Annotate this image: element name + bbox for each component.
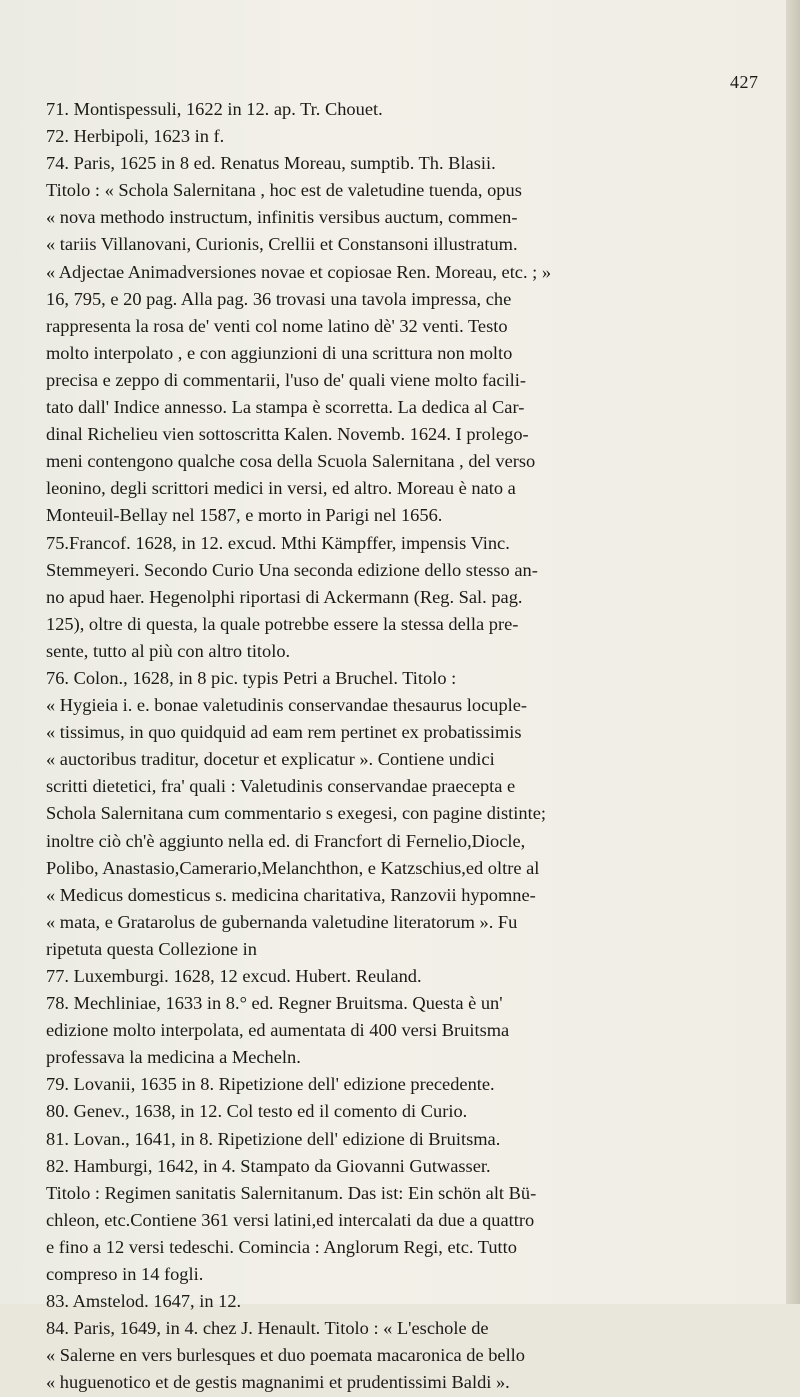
text-line: 80. Genev., 1638, in 12. Col testo ed il comento di Curio. bbox=[46, 1101, 468, 1122]
text-line: 125), oltre di questa, la quale potrebbe essere la stessa della pre- bbox=[46, 613, 519, 634]
text-line: « mata, e Gratarolus de gubernanda valetudine literatorum ». Fu bbox=[46, 911, 518, 932]
text-line: « Adjectae Animadversiones novae et copiosae Ren. Moreau, etc. ; » bbox=[46, 261, 552, 282]
text-line: leonino, degli scrittori medici in versi, ed altro. Moreau è nato a bbox=[46, 478, 516, 499]
text-line: Titolo : Regimen sanitatis Salernitanum. Das ist: Ein schön alt Bü- bbox=[46, 1182, 537, 1203]
text-line: scritti dietetici, fra' quali : Valetudinis conservandae praecepta e bbox=[46, 776, 516, 797]
text-line: 74. Paris, 1625 in 8 ed. Renatus Moreau, sumptib. Th. Blasii. bbox=[46, 153, 496, 174]
text-line: 71. Montispessuli, 1622 in 12. ap. Tr. Chouet. bbox=[46, 99, 383, 119]
text-line: meni contengono qualche cosa della Scuola Salernitana , del verso bbox=[46, 451, 536, 472]
text-line: « auctoribus traditur, docetur et explicatur ». Contiene undici bbox=[46, 749, 495, 770]
text-line: Monteuil-Bellay nel 1587, e morto in Parigi nel 1656. bbox=[46, 505, 443, 526]
text-line: 76. Colon., 1628, in 8 pic. typis Petri a Bruchel. Titolo : bbox=[46, 667, 457, 688]
text-line: « Hygieia i. e. bonae valetudinis conservandae thesaurus locuple- bbox=[46, 695, 528, 716]
text-line: no apud haer. Hegenolphi riportasi di Ackermann (Reg. Sal. pag. bbox=[46, 586, 523, 607]
text-line: « Salerne en vers burlesques et duo poemata macaronica de bello bbox=[46, 1345, 525, 1366]
text-line: chleon, etc.Contiene 361 versi latini,ed intercalati da due a quattro bbox=[46, 1209, 535, 1230]
page-gutter-shadow bbox=[786, 0, 800, 1304]
text-line: Polibo, Anastasio,Camerario,Melanchthon, e Katzschius,ed oltre al bbox=[46, 857, 540, 878]
text-line: 83. Amstelod. 1647, in 12. bbox=[46, 1291, 242, 1312]
body-text bbox=[46, 96, 766, 1397]
text-line: sente, tutto al più con altro titolo. bbox=[46, 640, 291, 661]
text-line: ripetuta questa Collezione in bbox=[46, 938, 257, 959]
text-line: compreso in 14 fogli. bbox=[46, 1264, 204, 1285]
text-line: molto interpolato , e con aggiunzioni di una scrittura non molto bbox=[46, 342, 513, 363]
text-line: 81. Lovan., 1641, in 8. Ripetizione dell' edizione di Bruitsma. bbox=[46, 1128, 501, 1149]
text-line: 84. Paris, 1649, in 4. chez J. Henault. Titolo : « L'eschole de bbox=[46, 1318, 489, 1339]
text-line: tato dall' Indice annesso. La stampa è scorretta. La dedica al Car- bbox=[46, 397, 525, 418]
page-number: 427 bbox=[730, 72, 759, 92]
text-line: e fino a 12 versi tedeschi. Comincia : Anglorum Regi, etc. Tutto bbox=[46, 1236, 517, 1257]
text-line: inoltre ciò ch'è aggiunto nella ed. di Francfort di Fernelio,Diocle, bbox=[46, 830, 526, 851]
text-line: « tissimus, in quo quidquid ad eam rem pertinet ex probatissimis bbox=[46, 722, 522, 743]
text-line: precisa e zeppo di commentarii, l'uso de' quali viene molto facili- bbox=[46, 369, 527, 390]
text-line: rappresenta la rosa de' venti col nome latino dè' 32 venti. Testo bbox=[46, 315, 508, 336]
text-line: dinal Richelieu vien sottoscritta Kalen. Novemb. 1624. I prolego- bbox=[46, 424, 529, 445]
text-line: Schola Salernitana cum commentario s exegesi, con pagine distinte; bbox=[46, 803, 546, 824]
text-line: Stemmeyeri. Secondo Curio Una seconda edizione dello stesso an- bbox=[46, 559, 538, 580]
text-line: « nova methodo instructum, infinitis versibus auctum, commen- bbox=[46, 207, 518, 228]
text-line: 16, 795, e 20 pag. Alla pag. 36 trovasi una tavola impressa, che bbox=[46, 288, 512, 309]
text-line: professava la medicina a Mecheln. bbox=[46, 1047, 301, 1068]
text-line: edizione molto interpolata, ed aumentata di 400 versi Bruitsma bbox=[46, 1020, 510, 1041]
text-line: 72. Herbipoli, 1623 in f. bbox=[46, 126, 225, 147]
text-line: 75.Francof. 1628, in 12. excud. Mthi Kämpffer, impensis Vinc. bbox=[46, 532, 510, 553]
text-line: 78. Mechliniae, 1633 in 8.° ed. Regner Bruitsma. Questa è un' bbox=[46, 993, 503, 1014]
text-line: Titolo : « Schola Salernitana , hoc est de valetudine tuenda, opus bbox=[46, 180, 522, 201]
text-line: 82. Hamburgi, 1642, in 4. Stampato da Giovanni Gutwasser. bbox=[46, 1155, 491, 1176]
text-line: 79. Lovanii, 1635 in 8. Ripetizione dell' edizione precedente. bbox=[46, 1074, 495, 1095]
text-line: 77. Luxemburgi. 1628, 12 excud. Hubert. Reuland. bbox=[46, 966, 422, 986]
text-line: « huguenotico et de gestis magnanimi et prudentissimi Baldi ». bbox=[46, 1372, 510, 1393]
text-line: « tariis Villanovani, Curionis, Crellii et Constansoni illustratum. bbox=[46, 234, 518, 255]
text-line: « Medicus domesticus s. medicina charitativa, Ranzovii hypomne- bbox=[46, 884, 536, 905]
